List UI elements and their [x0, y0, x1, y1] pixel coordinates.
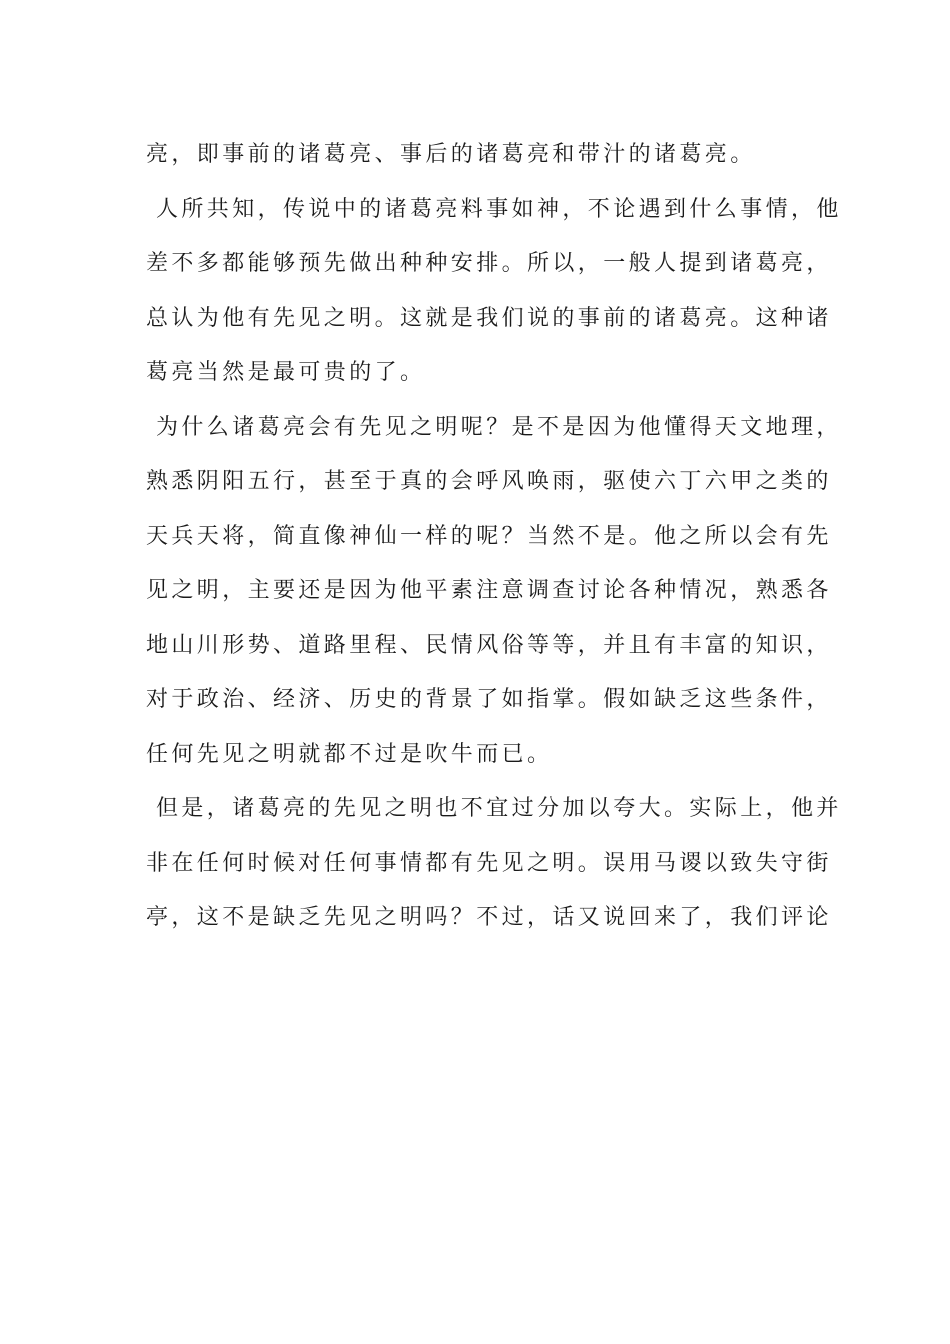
text-line: 非在任何时候对任何事情都有先见之明。误用马谡以致失守街	[146, 850, 832, 876]
paragraph-first-line: 为什么诸葛亮会有先见之明呢？是不是因为他懂得天文地理，	[156, 414, 842, 440]
text-line: 差不多都能够预先做出种种安排。所以，一般人提到诸葛亮，	[146, 251, 832, 276]
text-line: 见之明，主要还是因为他平素注意调查讨论各种情况，熟悉各	[146, 578, 832, 603]
text-line: 葛亮当然是最可贵的了。	[146, 360, 426, 385]
text-line: 亮，即事前的诸葛亮、事后的诸葛亮和带汁的诸葛亮。	[146, 142, 756, 167]
text-line: 总认为他有先见之明。这就是我们说的事前的诸葛亮。这种诸	[146, 305, 832, 331]
paragraph-first-line: 但是，诸葛亮的先见之明也不宜过分加以夸大。实际上，他并	[156, 796, 842, 821]
paragraph-first-line: 人所共知，传说中的诸葛亮料事如神，不论遇到什么事情，他	[156, 196, 842, 222]
text-line: 地山川形势、道路里程、民情风俗等等，并且有丰富的知识，	[146, 632, 832, 658]
document-body-text	[146, 128, 842, 946]
text-line: 对于政治、经济、历史的背景了如指掌。假如缺乏这些条件，	[146, 687, 832, 712]
text-line: 任何先见之明就都不过是吹牛而已。	[146, 741, 553, 767]
text-line: 天兵天将，简直像神仙一样的呢？当然不是。他之所以会有先	[146, 523, 832, 549]
text-line: 熟悉阴阳五行，甚至于真的会呼风唤雨，驱使六丁六甲之类的	[146, 469, 832, 494]
text-line: 亭，这不是缺乏先见之明吗？不过，话又说回来了，我们评论	[146, 905, 832, 930]
